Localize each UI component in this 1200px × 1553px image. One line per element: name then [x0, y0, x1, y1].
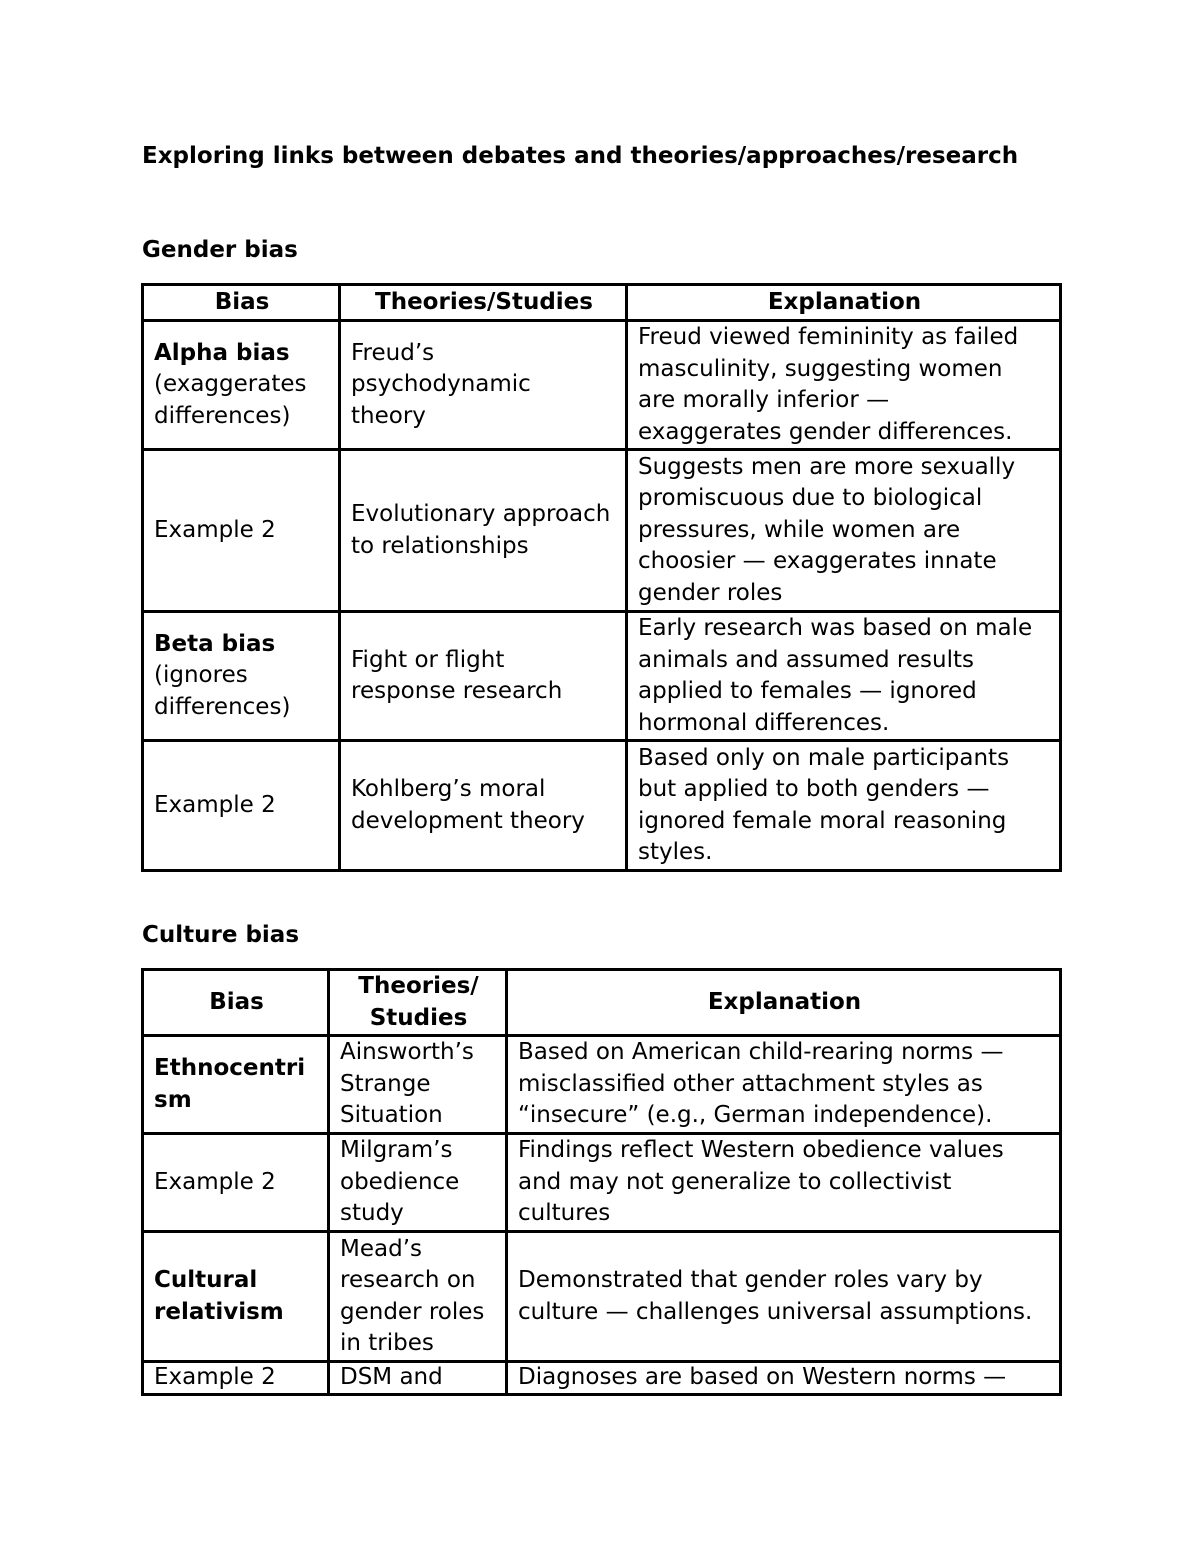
culture-bias-heading: Culture bias — [142, 922, 300, 948]
table-row — [143, 741, 1061, 871]
explanation-cell: Based only on male participants but applied to both genders — ignored female moral reasoning styles. — [627, 741, 1061, 871]
bias-cell — [143, 1134, 329, 1232]
bias-cell — [143, 321, 340, 450]
gender-bias-table — [141, 283, 1062, 872]
explanation-cell: Based on American child-rearing norms — misclassified other attachment styles as “insecure” (e.g., German independence). — [507, 1036, 1061, 1134]
bias-note: Example 2 — [154, 1364, 276, 1390]
theory-cell: Milgram’s obedience study — [329, 1134, 507, 1232]
column-header-explanation: Explanation — [627, 285, 1061, 321]
table-row — [143, 1036, 1061, 1134]
theory-cell: DSM and — [329, 1362, 507, 1395]
bias-cell — [143, 1362, 329, 1395]
table-row — [143, 612, 1061, 741]
table-row — [143, 1232, 1061, 1362]
theory-cell: Mead’s research on gender roles in tribes — [329, 1232, 507, 1362]
column-header-bias: Bias — [143, 285, 340, 321]
explanation-cell: Findings reflect Western obedience values and may not generalize to collectivist cultures — [507, 1134, 1061, 1232]
bias-name: Alpha bias — [154, 339, 290, 366]
column-header-theories: Theories/ Studies — [329, 970, 507, 1036]
theory-cell: Kohlberg’s moral development theory — [340, 741, 627, 871]
explanation-cell: Freud viewed femininity as failed masculinity, suggesting women are morally inferior — exaggerates gender differences. — [627, 321, 1061, 450]
culture-bias-table — [141, 968, 1062, 1396]
explanation-cell: Early research was based on male animals and assumed results applied to females — ignored hormonal differences. — [627, 612, 1061, 741]
bias-cell — [143, 612, 340, 741]
column-header-theories: Theories/Studies — [340, 285, 627, 321]
bias-note: (ignores differences) — [154, 662, 291, 720]
theory-cell: Evolutionary approach to relationships — [340, 450, 627, 612]
bias-note: Example 2 — [154, 1168, 276, 1195]
bias-note: Example 2 — [154, 791, 276, 818]
bias-cell — [143, 1036, 329, 1134]
bias-name: Cultural relativism — [154, 1267, 284, 1325]
table-row — [143, 1134, 1061, 1232]
theory-cell: Ainsworth’s Strange Situation — [329, 1036, 507, 1134]
bias-cell — [143, 1232, 329, 1362]
column-header-bias: Bias — [143, 970, 329, 1036]
table-row — [143, 321, 1061, 450]
explanation-cell: Suggests men are more sexually promiscuous due to biological pressures, while women are choosier — exaggerates innate gender roles — [627, 450, 1061, 612]
bias-cell — [143, 741, 340, 871]
bias-name: Beta bias — [154, 630, 276, 657]
document-title: Exploring links between debates and theories/approaches/research — [142, 143, 1019, 169]
column-header-explanation: Explanation — [507, 970, 1061, 1036]
gender-bias-heading: Gender bias — [142, 237, 298, 263]
table-header-row — [143, 285, 1061, 321]
table-header-row — [143, 970, 1061, 1036]
table-row — [143, 450, 1061, 612]
bias-cell — [143, 450, 340, 612]
bias-note: (exaggerates differences) — [154, 371, 307, 429]
table-row — [143, 1362, 1061, 1395]
explanation-cell: Diagnoses are based on Western norms — — [507, 1362, 1061, 1395]
bias-name: Ethnocentri sm — [154, 1055, 306, 1113]
explanation-cell: Demonstrated that gender roles vary by culture — challenges universal assumptions. — [507, 1232, 1061, 1362]
theory-cell: Fight or flight response research — [340, 612, 627, 741]
theory-cell: Freud’s psychodynamic theory — [340, 321, 627, 450]
bias-note: Example 2 — [154, 516, 276, 543]
